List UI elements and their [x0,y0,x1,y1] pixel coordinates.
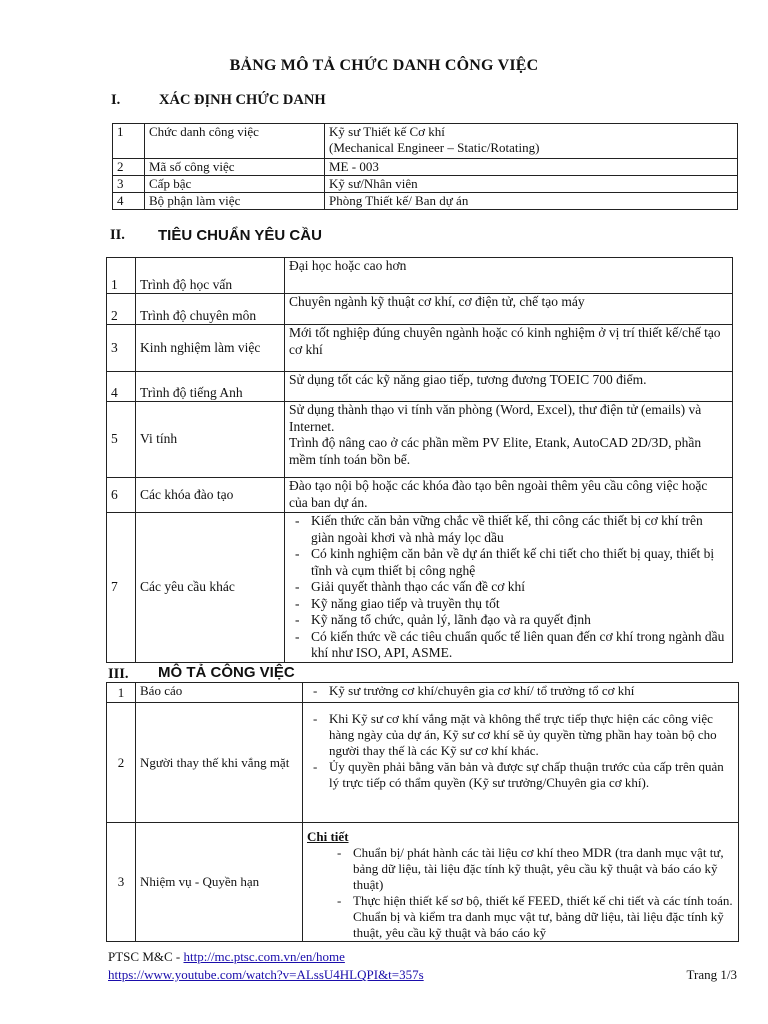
row-label: Chức danh công việc [145,124,325,159]
row-label: Nhiệm vụ - Quyền hạn [136,823,303,942]
youtube-link[interactable]: https://www.youtube.com/watch?v=ALssU4HLQPI&t=357s [108,967,424,982]
row-value: Mới tốt nghiệp đúng chuyên ngành hoặc có kinh nghiệm ở vị trí thiết kế/chế tạo cơ khí [285,325,733,372]
list-item: - Có kinh nghiệm căn bản về dự án thiết kế chi tiết cho thiết bị quay, thiết bị tĩnh và cụm thiết bị công nghệ [311,546,728,579]
row-number: 4 [107,372,136,402]
section-2-number: II. [110,227,125,243]
row-value [303,703,739,823]
list-item: - Khi Kỹ sư cơ khí vắng mặt và không thể trực tiếp thực hiện các công việc hàng ngày của dự án, Kỹ sư cơ khí sẽ ủy quyền từng phần hay toàn bộ cho người thay thế là các Kỹ sư cơ khí khác. [329,711,734,759]
section-1-title: XÁC ĐỊNH CHỨC DANH [159,92,326,108]
duties-subheading: Chi tiết [307,829,349,844]
list-item: - Giải quyết thành thạo các vấn đề cơ khí [311,579,728,596]
row-number: 1 [113,124,145,159]
section-1-number: I. [111,92,121,108]
row-label: Báo cáo [136,683,303,703]
list-item: - Ủy quyền phải bằng văn bản và được sự chấp thuận trước của cấp trên quản lý trực tiếp có thẩm quyền (Kỹ sư trưởng/Chuyên gia cơ khí). [329,759,734,791]
job-description-table [106,682,739,942]
table-row [107,513,733,663]
list-item: - Thực hiện thiết kế sơ bộ, thiết kế FEED, thiết kế chi tiết và các tính toán. Chuẩn bị và kiểm tra danh mục vật tư, bảng dữ liệu, tài liệu đặc tính kỹ thuật, yêu cầu kỹ thuật và báo cáo kỹ [353,893,734,941]
company-website-link[interactable]: http://mc.ptsc.com.vn/en/home [183,949,345,964]
row-number: 3 [107,823,136,942]
document-title: BẢNG MÔ TẢ CHỨC DANH CÔNG VIỆC [229,57,539,74]
row-label: Các khóa đào tạo [136,478,285,513]
section-2-title: TIÊU CHUẨN YÊU CẦU [158,227,322,244]
duties-list [307,845,734,941]
row-label: Người thay thế khi vắng mặt [136,703,303,823]
section-1-heading [111,92,511,112]
row-label: Cấp bậc [145,176,325,193]
table-row [113,193,738,210]
row-value [303,823,739,942]
list-item: - Kỹ năng giao tiếp và truyền thụ tốt [311,596,728,613]
row-value: Sử dụng tốt các kỹ năng giao tiếp, tương đương TOEIC 700 điểm. [285,372,733,402]
list-item: - Kỹ sư trưởng cơ khí/chuyên gia cơ khí/ tổ trưởng tổ cơ khí [329,683,734,699]
page-number: Trang 1/3 [686,967,737,982]
table-row [107,325,733,372]
table-row [107,258,733,294]
row-number: 2 [107,294,136,325]
row-label: Trình độ học vấn [136,258,285,294]
row-number: 1 [107,683,136,703]
row-value: Đào tạo nội bộ hoặc các khóa đào tạo bên ngoài thêm yêu cầu công việc hoặc của ban dự án. [285,478,733,513]
job-identification-table [112,123,738,210]
row-label: Mã số công việc [145,159,325,176]
table-row [113,124,738,159]
row-value: Kỹ sư/Nhân viên [325,176,738,193]
table-row [107,478,733,513]
row-value [303,683,739,703]
row-label: Trình độ tiếng Anh [136,372,285,402]
row-value [325,124,738,159]
footer-company-line [108,949,345,965]
computer-skills-basic: Sử dụng thành thạo vi tính văn phòng (Word, Excel), thư điện tử (emails) và Internet. [289,402,702,434]
job-title-en: (Mechanical Engineer – Static/Rotating) [329,140,540,155]
row-number: 1 [107,258,136,294]
list-item: - Kiến thức căn bản vững chắc về thiết kế, thi công các thiết bị cơ khí trên giàn ngoài khơi và nhà máy lọc dầu [311,513,728,546]
footer-video-line [108,967,424,983]
report-to-list [307,683,734,699]
row-number: 2 [107,703,136,823]
section-3-number: III. [108,666,129,682]
row-number: 3 [107,325,136,372]
row-number: 2 [113,159,145,176]
table-row [113,176,738,193]
table-row [107,402,733,478]
row-number: 6 [107,478,136,513]
row-value: Phòng Thiết kế/ Ban dự án [325,193,738,210]
list-item: - Chuẩn bị/ phát hành các tài liệu cơ khí theo MDR (tra danh mục vật tư, bảng dữ liệu, tài liệu đặc tính kỹ thuật, yêu cầu kỹ thuật và báo cáo kỹ thuật) [353,845,734,893]
other-requirements-list [289,513,728,662]
row-number: 5 [107,402,136,478]
footer-company: PTSC M&C - [108,949,184,964]
row-label: Vi tính [136,402,285,478]
substitute-list [307,711,734,791]
row-value: Chuyên ngành kỹ thuật cơ khí, cơ điện tử, chế tạo máy [285,294,733,325]
section-3-title: MÔ TẢ CÔNG VIỆC [158,664,295,681]
row-label: Kinh nghiệm làm việc [136,325,285,372]
table-row [113,159,738,176]
table-row [107,294,733,325]
table-row [107,683,739,703]
row-number: 4 [113,193,145,210]
job-title-vi: Kỹ sư Thiết kế Cơ khí [329,124,445,139]
row-value: ME - 003 [325,159,738,176]
row-number: 7 [107,513,136,663]
row-label: Trình độ chuyên môn [136,294,285,325]
requirements-table [106,257,733,663]
table-row [107,823,739,942]
table-row [107,703,739,823]
row-number: 3 [113,176,145,193]
row-value: Đại học hoặc cao hơn [285,258,733,294]
row-value [285,513,733,663]
table-row [107,372,733,402]
list-item: - Có kiến thức về các tiêu chuẩn quốc tế liên quan đến cơ khí trong ngành dầu khí như ISO, API, ASME. [311,629,728,662]
section-2-heading [110,227,510,247]
row-label: Các yêu cầu khác [136,513,285,663]
computer-skills-advanced: Trình độ nâng cao ở các phần mềm PV Elite, Etank, AutoCAD 2D/3D, phần mềm tính toán bồn bể. [289,435,702,467]
row-label: Bộ phận làm việc [145,193,325,210]
row-value [285,402,733,478]
list-item: - Kỹ năng tổ chức, quản lý, lãnh đạo và ra quyết định [311,612,728,629]
